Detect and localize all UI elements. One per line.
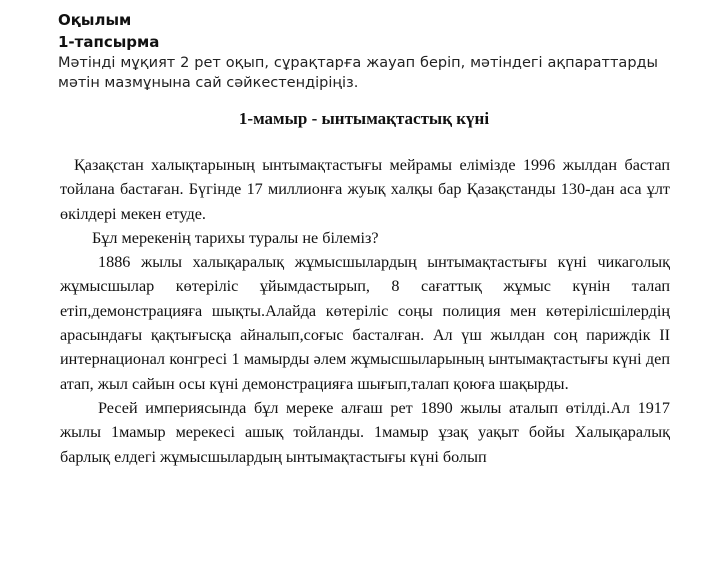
paragraph-2: Бұл мерекенің тарихы туралы не білеміз?: [92, 228, 379, 247]
task-instruction: Мәтінді мұқият 2 рет оқып, сұрақтарға жауап беріп, мәтіндегі ақпараттарды мәтін мазмұнына сай сәйкестендіріңіз.: [58, 55, 658, 91]
paragraph-1: Қазақстан халықтарының ынтымақтастығы мейрамы елімізде 1996 жылдан бастап тойлана бастаған. Бүгінде 17 миллионға жуық халқы бар Қазақстанды 130-дан аса ұлт өкілдері мекен етуде.: [60, 156, 670, 223]
paragraph-4: Ресей империясында бұл мереке алғаш рет 1890 жылы аталып өтілді.Ал 1917 жылы 1мамыр мерекесі ашық тойланды. 1мамыр ұзақ уақыт бойы Халықаралық барлық елдегі жұмысшылардың ынтымақтастығы күні болып: [60, 398, 670, 466]
task-title: 1-тапсырма: [58, 33, 160, 51]
reading-text: [60, 153, 670, 469]
section-title: Оқылым: [58, 11, 132, 29]
paragraph-3: 1886 жылы халықаралық жұмысшылардың ынтымақтастығы күні чикаголық жұмысшылар көтеріліс ұйымдастырып, 8 сағаттық жұмыс күнін талап етіп,демонстрацияға шықты.Алайда көтеріліс соңы полиция мен көтерілісшілердің арасындағы қақтығысқа айналып,соғыс басталған. Ал үш жылдан соң париждік ІІ интернационал конгресі 1 мамырды әлем жұмысшыларының ынтымақтастығы күні деп атап, жыл сайын осы күні демонстрацияға шығып,талап қоюға шақырды.: [60, 253, 670, 393]
text-title: 1-мамыр - ынтымақтастық күні: [238, 109, 490, 128]
